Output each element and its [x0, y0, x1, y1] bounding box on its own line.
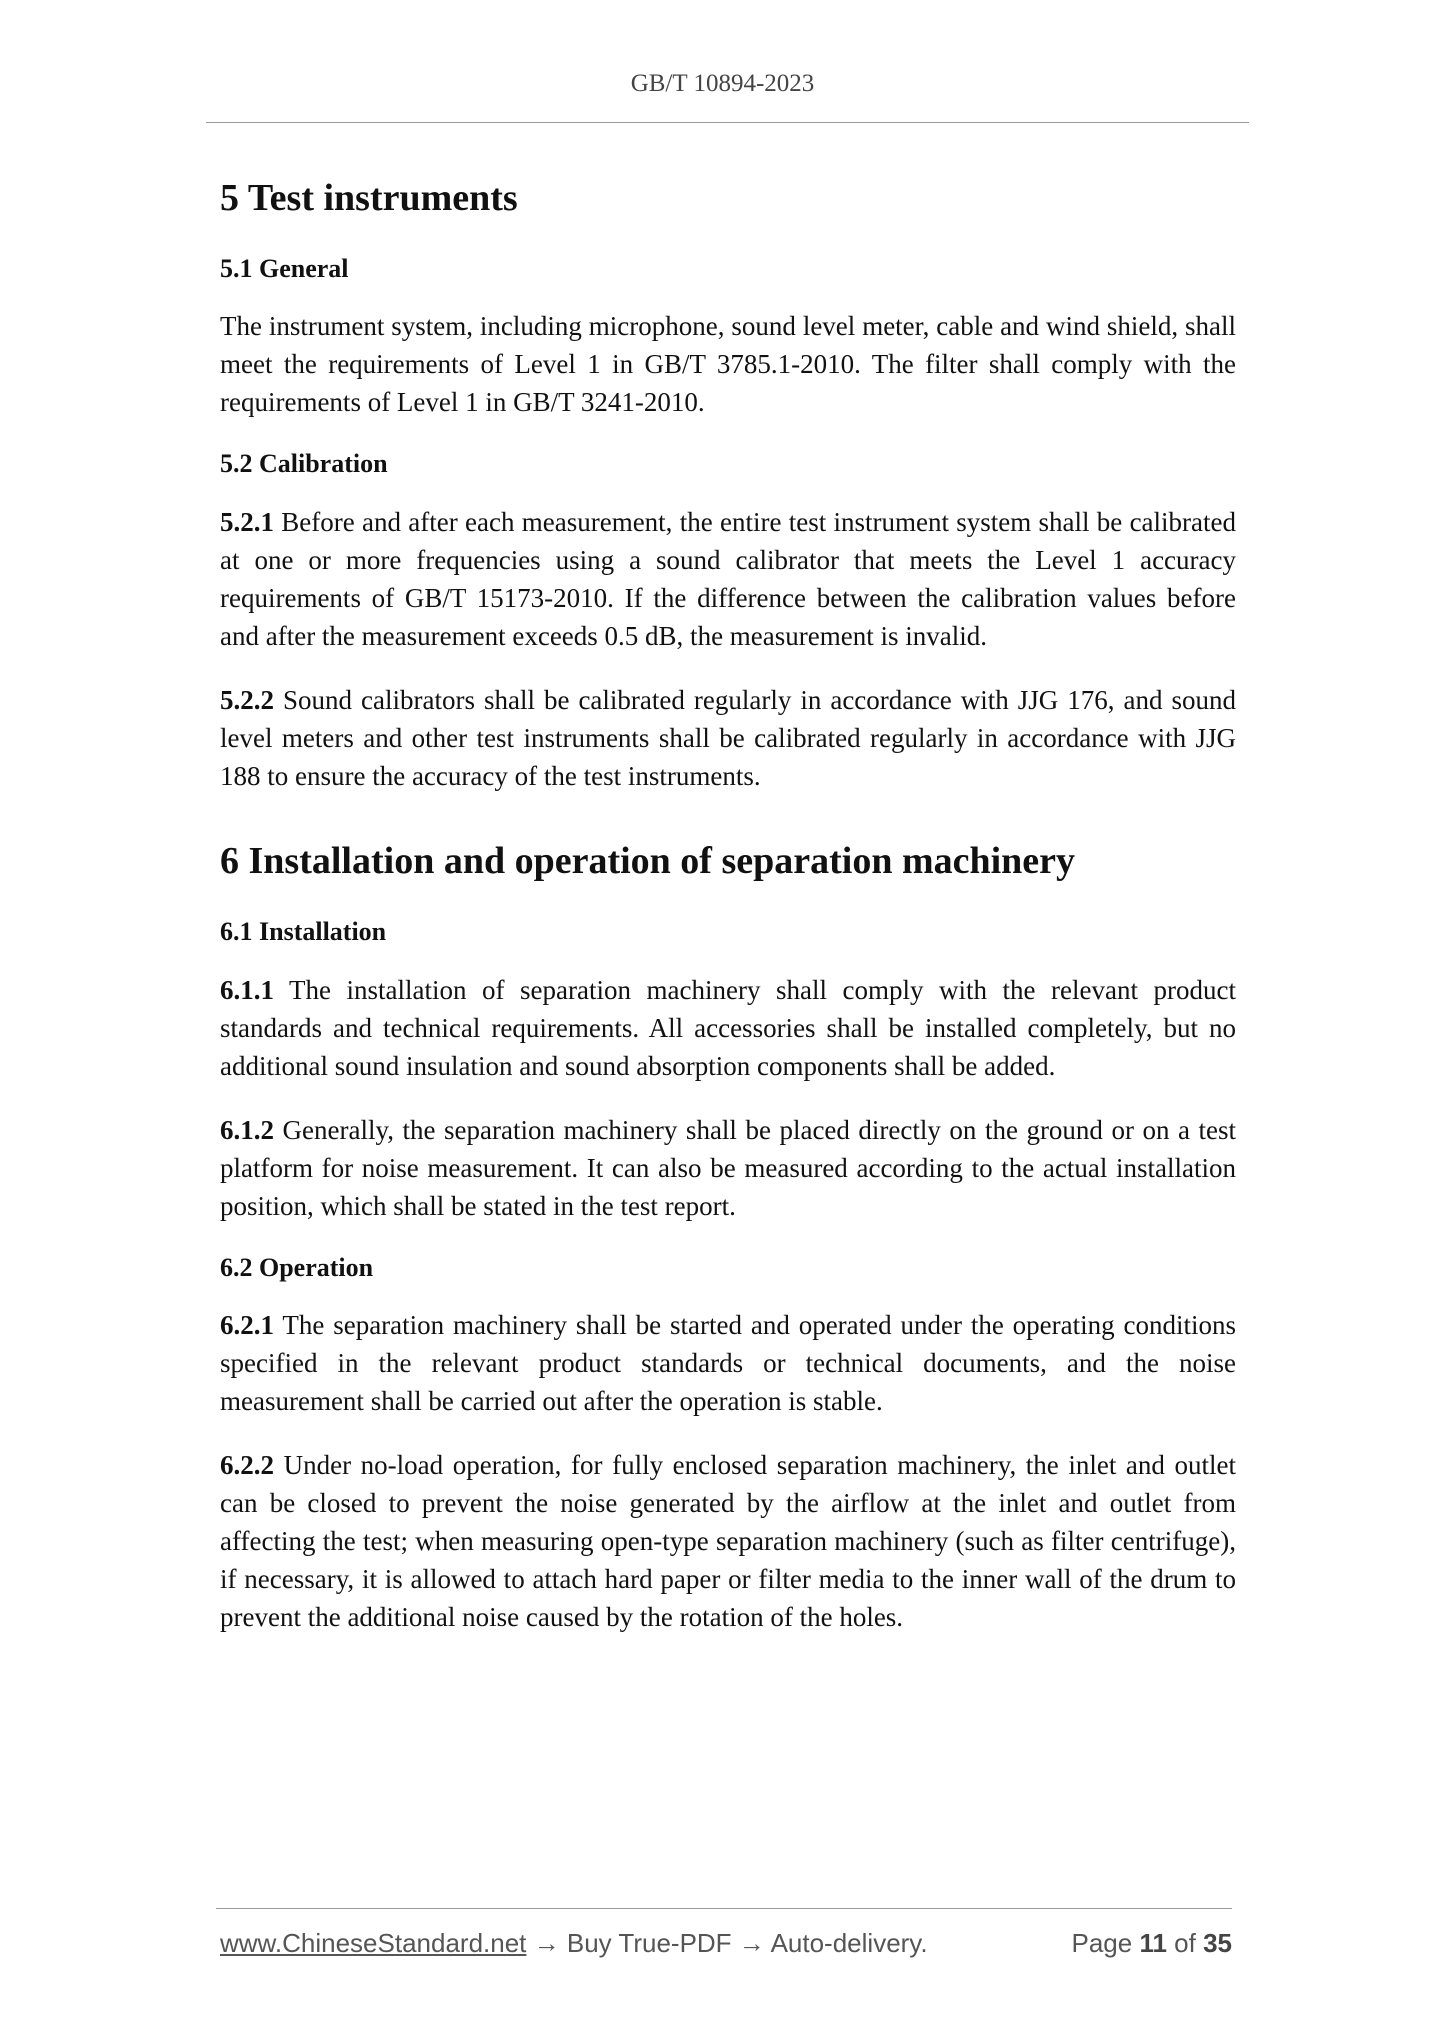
section-5-1-paragraph: The instrument system, including microphone, sound level meter, cable and wind shield, shall meet the requirements of Level 1 in GB/T 3785.1-2010. The filter shall comply with the requirements of Level 1 in GB/T 3241-2010. [220, 311, 1236, 418]
clause-5-2-2 [220, 681, 1236, 795]
current-page-number: 11 [1139, 1928, 1167, 1958]
page-footer [220, 1928, 1232, 1959]
section-6-heading: 6 Installation and operation of separation machinery [220, 840, 1076, 883]
clause-text: The installation of separation machinery shall comply with the relevant product standards and technical requirements. All accessories shall be installed completely, but no additional sound insulation and sound absorption components shall be added. [220, 974, 1236, 1081]
clause-number: 6.1.2 [220, 1114, 274, 1145]
clause-text: Before and after each measurement, the entire test instrument system shall be calibrated at one or more frequencies using a sound calibrator that meets the Level 1 accuracy requirements of GB/T 15173-2010. If the difference between the calibration values before and after the measurement exceeds 0.5 dB, the measurement is invalid. [220, 507, 1236, 652]
clause-6-1-1 [220, 971, 1236, 1085]
clause-6-2-1 [220, 1306, 1236, 1420]
document-body [220, 160, 1236, 1662]
clause-text: Sound calibrators shall be calibrated regularly in accordance with JJG 176, and sound level meters and other test instruments shall be calibrated regularly in accordance with JJG 188 to ensure the accuracy of the test instruments. [220, 685, 1236, 792]
website-link[interactable]: www.ChineseStandard.net [220, 1928, 527, 1958]
section-6-1-heading: 6.1 Installation [220, 916, 387, 946]
total-page-count: 35 [1203, 1928, 1232, 1958]
footer-promo-text: → Buy True-PDF → Auto-delivery. [526, 1928, 928, 1958]
clause-text: The separation machinery shall be started and operated under the operating conditions specified in the relevant product standards or technical documents, and the noise measurement shall be carried out after the operation is stable. [220, 1310, 1236, 1417]
document-code-header: GB/T 10894-2023 [630, 70, 815, 97]
page-label: Page [1071, 1928, 1140, 1958]
header-divider [206, 122, 1249, 123]
section-6-2-heading: 6.2 Operation [220, 1252, 374, 1282]
page-number-indicator [1071, 1928, 1232, 1959]
clause-number: 6.2.2 [220, 1450, 274, 1481]
clause-text: Under no-load operation, for fully enclosed separation machinery, the inlet and outlet can be closed to prevent the noise generated by the airflow at the inlet and outlet from affecting the test; when measuring open-type separation machinery (such as filter centrifuge), if necessary, it is allowed to attach hard paper or filter media to the inner wall of the drum to prevent the additional noise caused by the rotation of the holes. [220, 1450, 1236, 1633]
clause-5-2-1 [220, 503, 1236, 655]
clause-6-2-2 [220, 1446, 1236, 1636]
section-5-1-heading: 5.1 General [220, 253, 349, 283]
clause-number: 6.2.1 [220, 1310, 274, 1341]
section-5-heading: 5 Test instruments [220, 177, 518, 219]
clause-number: 6.1.1 [220, 974, 274, 1005]
clause-number: 5.2.1 [220, 507, 274, 538]
clause-6-1-2 [220, 1111, 1236, 1225]
clause-text: Generally, the separation machinery shall be placed directly on the ground or on a test platform for noise measurement. It can also be measured according to the actual installation position, which shall be stated in the test report. [220, 1114, 1236, 1221]
footer-divider [216, 1908, 1232, 1909]
page-of-label: of [1166, 1928, 1204, 1958]
clause-number: 5.2.2 [220, 685, 274, 716]
section-5-2-heading: 5.2 Calibration [220, 449, 388, 479]
